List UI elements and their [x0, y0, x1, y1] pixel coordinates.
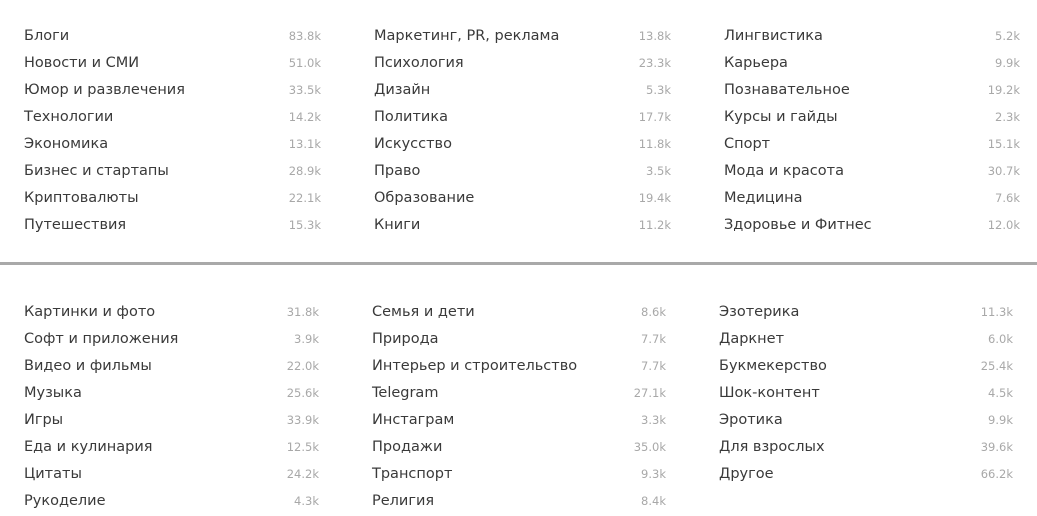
category-item[interactable] [24, 433, 319, 460]
category-name: Курсы и гайды [724, 108, 838, 125]
category-count: 33.9k [286, 412, 319, 427]
category-name: Эзотерика [719, 303, 800, 320]
section-divider [0, 262, 1037, 265]
category-item[interactable] [719, 406, 1013, 433]
category-count: 66.2k [980, 466, 1013, 481]
category-count: 30.7k [987, 163, 1020, 178]
category-name: Мода и красота [724, 162, 844, 179]
category-count: 14.2k [288, 109, 321, 124]
category-item[interactable] [24, 22, 321, 49]
category-name: Религия [372, 492, 435, 509]
category-count: 39.6k [980, 439, 1013, 454]
category-count: 3.5k [646, 163, 671, 178]
category-item[interactable] [372, 487, 666, 514]
category-count: 11.3k [980, 304, 1013, 319]
category-count: 4.5k [988, 385, 1013, 400]
category-count: 6.0k [988, 331, 1013, 346]
category-count: 17.7k [638, 109, 671, 124]
category-column [374, 22, 671, 238]
category-name: Шок-контент [719, 384, 820, 401]
category-name: Интерьер и строительство [372, 357, 578, 374]
category-count: 24.2k [286, 466, 319, 481]
category-item[interactable] [374, 103, 671, 130]
category-name: Психология [374, 54, 464, 71]
category-name: Букмекерство [719, 357, 827, 374]
category-count: 8.6k [641, 304, 666, 319]
category-item[interactable] [372, 379, 666, 406]
category-item[interactable] [719, 379, 1013, 406]
category-name: Цитаты [24, 465, 82, 482]
category-item[interactable] [24, 211, 321, 238]
category-count: 33.5k [288, 82, 321, 97]
category-item[interactable] [724, 49, 1020, 76]
category-name: Telegram [372, 384, 439, 401]
category-name: Блоги [24, 27, 70, 44]
category-item[interactable] [719, 433, 1013, 460]
category-item[interactable] [24, 406, 319, 433]
category-name: Музыка [24, 384, 82, 401]
category-count: 25.4k [980, 358, 1013, 373]
category-count: 19.4k [638, 190, 671, 205]
category-count: 7.7k [641, 331, 666, 346]
category-item[interactable] [724, 184, 1020, 211]
category-name: Софт и приложения [24, 330, 179, 347]
category-item[interactable] [24, 157, 321, 184]
category-count: 25.6k [286, 385, 319, 400]
category-count: 9.3k [641, 466, 666, 481]
category-item[interactable] [374, 211, 671, 238]
category-count: 22.1k [288, 190, 321, 205]
category-count: 27.1k [633, 385, 666, 400]
category-name: Игры [24, 411, 64, 428]
category-name: Даркнет [719, 330, 785, 347]
category-count: 4.3k [294, 493, 319, 508]
category-item[interactable] [724, 157, 1020, 184]
category-count: 22.0k [286, 358, 319, 373]
category-item[interactable] [724, 211, 1020, 238]
category-count: 5.2k [995, 28, 1020, 43]
category-item[interactable] [24, 76, 321, 103]
category-column [724, 22, 1020, 238]
category-name: Рукоделие [24, 492, 106, 509]
category-name: Здоровье и Фитнес [724, 216, 872, 233]
category-name: Лингвистика [724, 27, 823, 44]
category-item[interactable] [719, 325, 1013, 352]
category-name: Эротика [719, 411, 783, 428]
category-item[interactable] [24, 379, 319, 406]
category-count: 8.4k [641, 493, 666, 508]
category-item[interactable] [372, 325, 666, 352]
category-name: Транспорт [372, 465, 453, 482]
category-count: 12.0k [987, 217, 1020, 232]
category-name: Другое [719, 465, 774, 482]
category-item[interactable] [24, 130, 321, 157]
category-column [719, 298, 1013, 487]
category-count: 9.9k [995, 55, 1020, 70]
category-item[interactable] [374, 49, 671, 76]
category-item[interactable] [374, 184, 671, 211]
category-name: Спорт [724, 135, 771, 152]
category-name: Для взрослых [719, 438, 825, 455]
category-name: Маркетинг, PR, реклама [374, 27, 560, 44]
category-name: Бизнес и стартапы [24, 162, 169, 179]
category-column [372, 298, 666, 514]
category-count: 23.3k [638, 55, 671, 70]
category-name: Природа [372, 330, 439, 347]
category-count: 5.3k [646, 82, 671, 97]
category-item[interactable] [372, 460, 666, 487]
category-count: 11.2k [638, 217, 671, 232]
category-item[interactable] [719, 298, 1013, 325]
category-count: 51.0k [288, 55, 321, 70]
category-count: 35.0k [633, 439, 666, 454]
category-count: 15.3k [288, 217, 321, 232]
category-item[interactable] [24, 352, 319, 379]
category-column [24, 298, 319, 514]
category-count: 2.3k [995, 109, 1020, 124]
category-name: Инстаграм [372, 411, 455, 428]
category-name: Образование [374, 189, 475, 206]
category-item[interactable] [24, 49, 321, 76]
category-name: Новости и СМИ [24, 54, 140, 71]
category-count: 15.1k [987, 136, 1020, 151]
category-count: 13.8k [638, 28, 671, 43]
category-item[interactable] [24, 325, 319, 352]
category-name: Медицина [724, 189, 803, 206]
category-name: Продажи [372, 438, 443, 455]
category-item[interactable] [372, 352, 666, 379]
category-name: Политика [374, 108, 448, 125]
category-name: Право [374, 162, 421, 179]
category-item[interactable] [24, 103, 321, 130]
category-item[interactable] [24, 487, 319, 514]
category-count: 12.5k [286, 439, 319, 454]
category-name: Книги [374, 216, 421, 233]
category-name: Еда и кулинария [24, 438, 153, 455]
category-count: 28.9k [288, 163, 321, 178]
category-count: 3.3k [641, 412, 666, 427]
category-item[interactable] [24, 460, 319, 487]
category-count: 19.2k [987, 82, 1020, 97]
category-item[interactable] [724, 103, 1020, 130]
category-count: 83.8k [288, 28, 321, 43]
category-item[interactable] [372, 298, 666, 325]
category-item[interactable] [374, 22, 671, 49]
category-name: Картинки и фото [24, 303, 156, 320]
category-item[interactable] [24, 184, 321, 211]
category-item[interactable] [719, 352, 1013, 379]
category-name: Видео и фильмы [24, 357, 152, 374]
category-item[interactable] [372, 406, 666, 433]
category-item[interactable] [374, 130, 671, 157]
category-count: 31.8k [286, 304, 319, 319]
category-item[interactable] [372, 433, 666, 460]
category-count: 7.6k [995, 190, 1020, 205]
category-name: Путешествия [24, 216, 127, 233]
category-name: Искусство [374, 135, 452, 152]
category-item[interactable] [719, 460, 1013, 487]
category-item[interactable] [24, 298, 319, 325]
category-item[interactable] [724, 76, 1020, 103]
category-name: Дизайн [374, 81, 431, 98]
category-name: Технологии [24, 108, 114, 125]
category-count: 11.8k [638, 136, 671, 151]
category-count: 13.1k [288, 136, 321, 151]
category-count: 3.9k [294, 331, 319, 346]
category-item[interactable] [374, 157, 671, 184]
category-item[interactable] [374, 76, 671, 103]
category-name: Криптовалюты [24, 189, 139, 206]
category-name: Юмор и развлечения [24, 81, 185, 98]
category-column [24, 22, 321, 238]
category-item[interactable] [724, 22, 1020, 49]
category-name: Карьера [724, 54, 788, 71]
category-count: 9.9k [988, 412, 1013, 427]
category-count: 7.7k [641, 358, 666, 373]
category-name: Семья и дети [372, 303, 475, 320]
category-name: Познавательное [724, 81, 850, 98]
category-item[interactable] [724, 130, 1020, 157]
category-name: Экономика [24, 135, 109, 152]
